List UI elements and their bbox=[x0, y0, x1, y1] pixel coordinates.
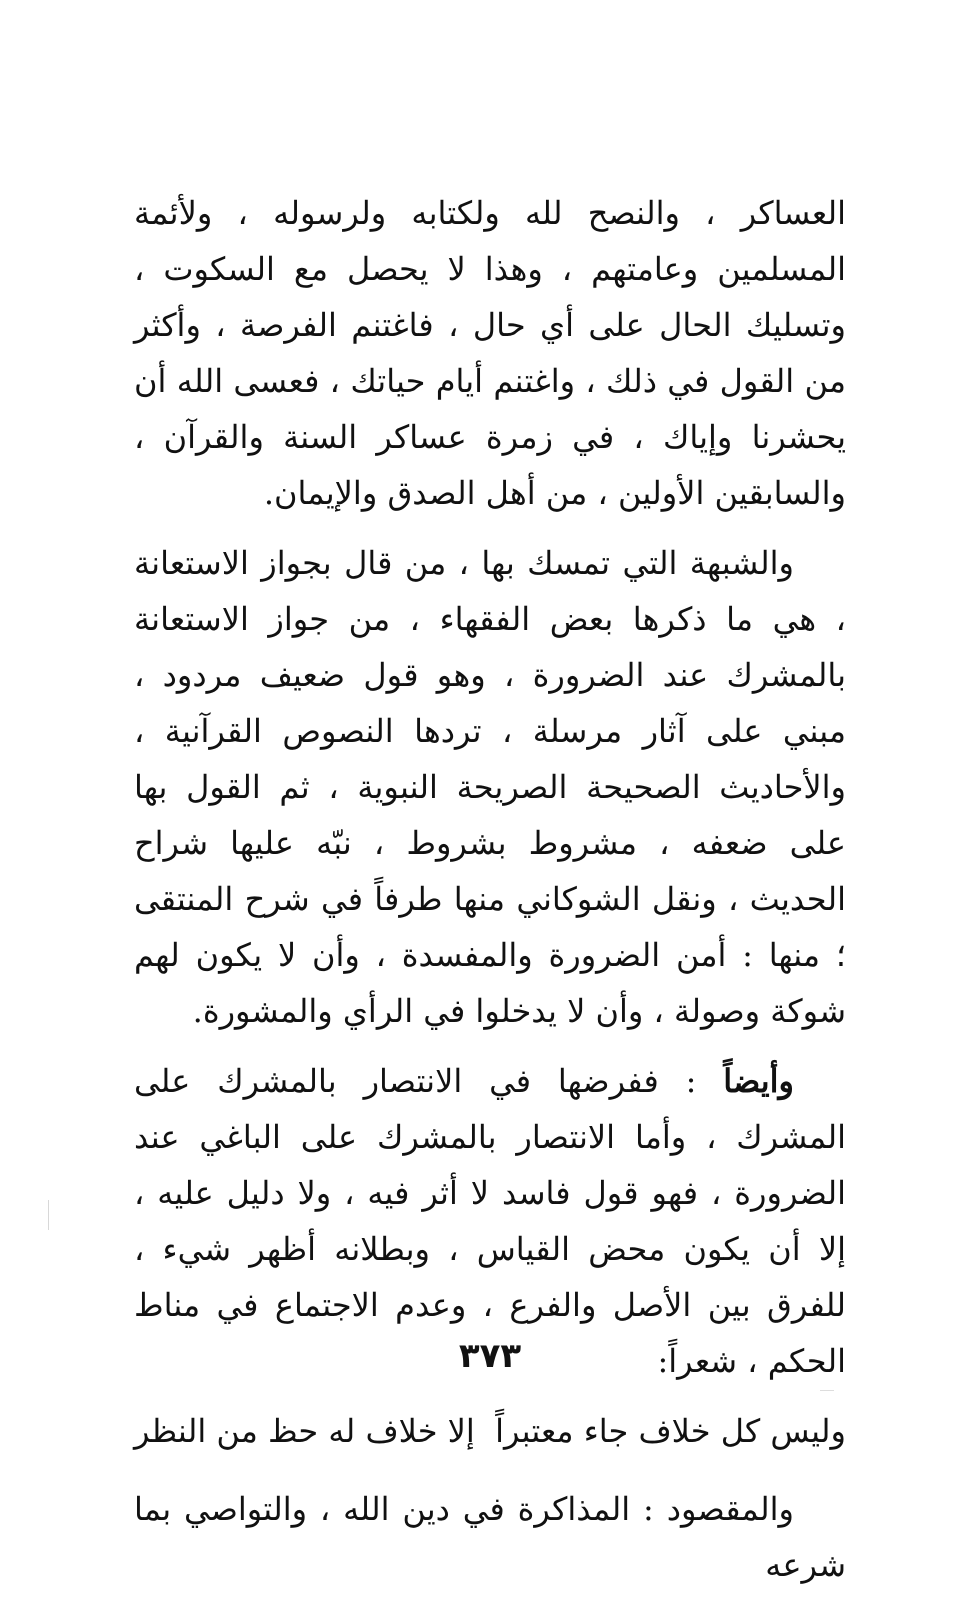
closing-line bbox=[134, 1481, 846, 1593]
paragraph-2 bbox=[134, 535, 846, 1039]
closing-line-text: والمقصود : المذاكرة في دين الله ، والتواصي بما شرعه bbox=[134, 1490, 846, 1584]
page-number: ٣٧٣ bbox=[458, 1336, 522, 1376]
paragraph-1 bbox=[134, 185, 846, 521]
paragraph-3-lead: وأيضاً bbox=[723, 1062, 794, 1100]
margin-mark bbox=[48, 1200, 49, 1230]
body-text bbox=[134, 185, 846, 1607]
poetry-verse bbox=[134, 1403, 846, 1459]
paragraph-3-text: : ففرضها في الانتصار بالمشرك على المشرك ، وأما الانتصار بالمشرك على الباغي عند الضرورة ، فهو قول فاسد لا أثر فيه ، ولا دليل عليه ، إلا أن يكون محض القياس ، وبطلانه أظهر شيء ، للفرق بين الأصل والفرع ، وعدم الاجتماع في مناط الحكم ، شعراً: bbox=[134, 1062, 846, 1380]
verse-first-hemistich: وليس كل خلاف جاء معتبراً bbox=[495, 1412, 846, 1450]
corner-mark bbox=[820, 1390, 834, 1391]
paragraph-2-text: والشبهة التي تمسك بها ، من قال بجواز الاستعانة ، هي ما ذكرها بعض الفقهاء ، من جواز الاستعانة بالمشرك عند الضرورة ، وهو قول ضعيف مردود ، مبني على آثار مرسلة ، تردها النصوص القرآنية ، والأحاديث الصحيحة الصريحة النبوية ، ثم القول بها على ضعفه ، مشروط بشروط ، نبّه عليها شراح الحديث ، ونقل الشوكاني منها طرفاً في شرح المنتقى ؛ منها : أمن الضرورة والمفسدة ، وأن لا يكون لهم شوكة وصولة ، وأن لا يدخلوا في الرأي والمشورة. bbox=[134, 544, 846, 1030]
paragraph-1-text: العساكر ، والنصح لله ولكتابه ولرسوله ، ولأئمة المسلمين وعامتهم ، وهذا لا يحصل مع السكوت ، وتسليك الحال على أي حال ، فاغتنم الفرصة ، وأكثر من القول في ذلك ، واغتنم أيام حياتك ، فعسى الله أن يحشرنا وإياك ، في زمرة عساكر السنة والقرآن ، والسابقين الأولين ، من أهل الصدق والإيمان. bbox=[134, 194, 846, 512]
verse-second-hemistich: إلا خلاف له حظ من النظر bbox=[134, 1412, 475, 1450]
